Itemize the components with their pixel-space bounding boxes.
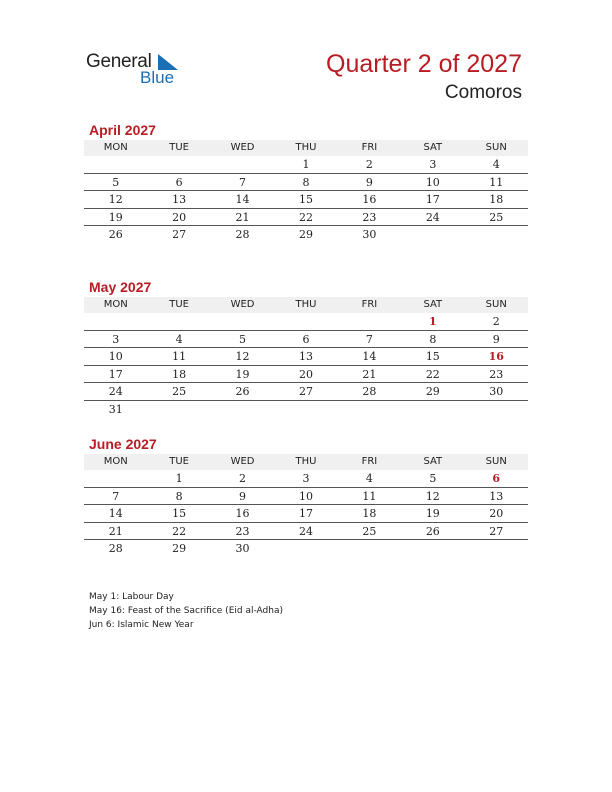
day-cell: 9 (239, 489, 247, 503)
day-cell (338, 313, 401, 330)
week-row (84, 523, 528, 541)
day-cell: 17 (298, 507, 313, 520)
weekday-label: WED (230, 456, 255, 467)
day-cell: 20 (298, 367, 313, 381)
holiday-note: May 16: Feast of the Sacrifice (Eid al-Adha) (89, 606, 283, 616)
day-cell (147, 313, 210, 330)
day-cell (401, 226, 464, 244)
day-cell: 24 (425, 210, 440, 224)
day-cell: 28 (362, 385, 377, 398)
week-row (84, 226, 528, 244)
day-cell: 30 (235, 542, 250, 555)
day-cell: 29 (172, 542, 187, 555)
day-cell: 3 (302, 472, 310, 485)
week-row (84, 540, 528, 558)
day-cell: 12 (235, 350, 250, 363)
day-cell: 24 (108, 385, 123, 398)
holiday-day-cell: 16 (488, 350, 504, 363)
weekday-header-row (84, 454, 528, 470)
weekday-header-row (84, 140, 528, 156)
day-cell: 17 (425, 193, 440, 206)
day-cell (465, 540, 528, 558)
day-cell: 16 (362, 193, 377, 206)
day-cell: 7 (239, 175, 247, 189)
weekday-label: THU (295, 142, 317, 153)
day-cell: 1 (302, 158, 310, 171)
day-cell: 5 (112, 175, 120, 189)
weekday-label: SAT (423, 456, 443, 467)
week-row (84, 470, 528, 488)
logo (86, 51, 186, 91)
weekday-label: FRI (361, 299, 378, 310)
day-cell (274, 540, 337, 558)
day-cell: 13 (298, 350, 313, 363)
day-cell: 14 (235, 193, 250, 206)
day-cell: 6 (175, 175, 183, 189)
day-cell: 28 (235, 228, 250, 241)
day-cell: 13 (489, 489, 504, 503)
weekday-label: TUE (169, 299, 189, 310)
day-cell: 2 (365, 158, 373, 171)
week-row (84, 505, 528, 523)
day-cell: 12 (108, 193, 123, 206)
weekday-label: FRI (361, 142, 378, 153)
week-row (84, 366, 528, 384)
day-cell (274, 401, 337, 419)
day-cell: 4 (175, 332, 183, 346)
day-cell: 2 (239, 472, 247, 485)
weekday-label: SAT (423, 142, 443, 153)
weekday-label: THU (295, 299, 317, 310)
day-cell: 21 (235, 210, 250, 224)
day-cell: 18 (362, 507, 377, 520)
day-cell: 5 (429, 472, 437, 485)
day-cell: 24 (298, 524, 313, 538)
day-cell: 9 (492, 332, 500, 346)
day-cell: 27 (172, 228, 187, 241)
day-cell: 25 (362, 524, 377, 538)
day-cell: 20 (489, 507, 504, 520)
country-name: Comoros (444, 82, 522, 103)
day-cell: 22 (298, 210, 313, 224)
day-cell: 27 (298, 385, 313, 398)
day-cell: 7 (112, 489, 120, 503)
week-row (84, 348, 528, 366)
day-cell: 3 (112, 332, 120, 346)
day-cell: 30 (362, 228, 377, 241)
day-cell: 27 (489, 524, 504, 538)
day-cell: 19 (108, 210, 123, 224)
day-cell: 21 (362, 367, 377, 381)
month-title: April 2027 (89, 122, 156, 138)
week-row (84, 209, 528, 227)
logo-word-general: General (86, 51, 152, 72)
holiday-day-cell: 6 (492, 472, 501, 485)
day-cell: 8 (175, 489, 183, 503)
day-cell: 30 (489, 385, 504, 398)
month-title: May 2027 (89, 279, 152, 295)
day-cell: 12 (425, 489, 440, 503)
day-cell: 19 (425, 507, 440, 520)
day-cell (274, 313, 337, 330)
day-cell (401, 540, 464, 558)
day-cell (147, 156, 210, 173)
day-cell (147, 401, 210, 419)
day-cell (211, 401, 274, 419)
day-cell: 14 (362, 350, 377, 363)
day-cell: 20 (172, 210, 187, 224)
week-row (84, 191, 528, 209)
day-cell: 6 (302, 332, 310, 346)
weekday-label: SUN (485, 456, 507, 467)
day-cell (338, 540, 401, 558)
day-cell: 29 (298, 228, 313, 241)
day-cell: 15 (298, 193, 313, 206)
day-cell: 10 (425, 175, 440, 189)
day-cell: 26 (235, 385, 250, 398)
logo-word-blue: Blue (140, 68, 175, 87)
day-cell: 1 (175, 472, 183, 485)
day-cell: 21 (108, 524, 123, 538)
weekday-label: MON (103, 299, 128, 310)
week-row (84, 331, 528, 349)
month-calendar (84, 434, 528, 558)
holiday-day-cell: 1 (428, 315, 437, 328)
day-cell: 13 (172, 193, 187, 206)
week-row (84, 174, 528, 192)
holiday-notes (89, 590, 283, 632)
day-cell: 22 (425, 367, 440, 381)
week-row (84, 313, 528, 331)
day-cell: 11 (362, 489, 377, 503)
day-cell (84, 156, 147, 173)
day-cell: 15 (172, 507, 187, 520)
holiday-note: Jun 6: Islamic New Year (89, 620, 194, 630)
weekday-header-row (84, 297, 528, 313)
page-title: Quarter 2 of 2027 (326, 50, 522, 78)
day-cell: 16 (235, 507, 250, 520)
day-cell: 8 (302, 175, 310, 189)
day-cell: 11 (172, 350, 187, 363)
day-cell: 8 (429, 332, 437, 346)
day-cell: 10 (108, 350, 123, 363)
day-cell: 5 (239, 332, 247, 346)
day-cell: 17 (108, 367, 123, 381)
day-cell: 22 (172, 524, 187, 538)
day-cell: 4 (365, 472, 373, 485)
weekday-label: FRI (361, 456, 378, 467)
day-cell: 7 (365, 332, 373, 346)
day-cell: 26 (108, 228, 123, 241)
day-cell: 11 (489, 175, 504, 189)
month-calendar (84, 120, 528, 244)
month-title: June 2027 (89, 436, 157, 452)
day-cell: 23 (362, 210, 377, 224)
day-cell: 18 (172, 367, 187, 381)
day-cell (401, 401, 464, 419)
day-cell: 10 (298, 489, 313, 503)
day-cell: 18 (489, 193, 504, 206)
week-row (84, 488, 528, 506)
day-cell: 29 (425, 385, 440, 398)
weekday-label: WED (230, 142, 255, 153)
day-cell: 31 (108, 402, 123, 416)
weekday-label: TUE (169, 456, 189, 467)
day-cell (465, 401, 528, 419)
day-cell (84, 313, 147, 330)
week-row (84, 156, 528, 174)
day-cell (84, 470, 147, 487)
weekday-label: WED (230, 299, 255, 310)
week-row (84, 383, 528, 401)
weekday-label: MON (103, 142, 128, 153)
weekday-label: TUE (169, 142, 189, 153)
weekday-label: SAT (423, 299, 443, 310)
day-cell: 28 (108, 542, 123, 555)
week-row (84, 401, 528, 419)
weekday-label: SUN (485, 299, 507, 310)
day-cell: 23 (235, 524, 250, 538)
day-cell (211, 156, 274, 173)
day-cell: 15 (425, 350, 440, 363)
month-calendar (84, 277, 528, 418)
day-cell: 19 (235, 367, 250, 381)
day-cell: 3 (429, 158, 437, 171)
day-cell: 9 (365, 175, 373, 189)
weekday-label: THU (295, 456, 317, 467)
day-cell: 25 (172, 385, 187, 398)
weekday-label: MON (103, 456, 128, 467)
day-cell: 14 (108, 507, 123, 520)
holiday-note: May 1: Labour Day (89, 592, 174, 602)
day-cell: 23 (489, 367, 504, 381)
day-cell (338, 401, 401, 419)
day-cell (211, 313, 274, 330)
day-cell: 26 (425, 524, 440, 538)
day-cell (465, 226, 528, 244)
weekday-label: SUN (485, 142, 507, 153)
day-cell: 2 (492, 315, 500, 328)
day-cell: 25 (489, 210, 504, 224)
day-cell: 4 (492, 158, 500, 171)
